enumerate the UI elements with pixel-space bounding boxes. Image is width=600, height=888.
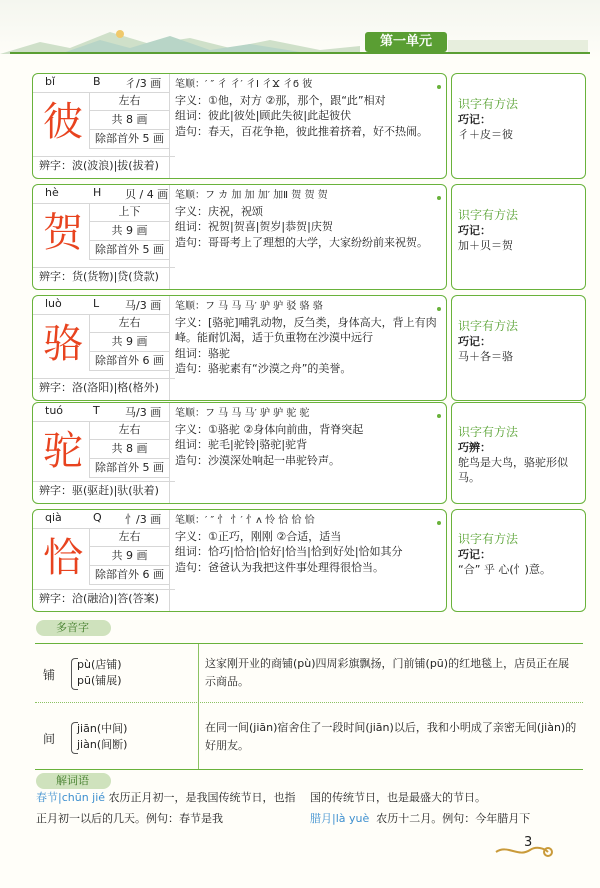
- pinyin: bǐ: [45, 75, 56, 88]
- distinguish-chars: 辨字：驱(驱赶)|驮(驮着): [33, 481, 175, 500]
- tip-title: 识字有方法: [458, 319, 519, 333]
- radical: 彳/3 画: [125, 77, 162, 90]
- entry-header-row: [33, 510, 169, 529]
- tip-text: 加＋贝＝贺: [458, 239, 513, 252]
- poly-sentence: 这家刚开业的商铺(pù)四周彩旗飘扬，门前铺(pū)的红地毯上，店员正在展示商品。: [205, 657, 570, 688]
- char-meaning: 字义：①他，对方 ②那，那个，跟“此”相对: [175, 93, 386, 107]
- entry-main-box: [32, 402, 447, 504]
- column-divider: [169, 74, 170, 178]
- column-divider: [169, 296, 170, 400]
- tip-label: 巧辨：: [458, 441, 491, 454]
- tip-label: 巧记：: [458, 548, 491, 561]
- entry-header-row: [33, 185, 169, 204]
- tip-text: “合” 乎 心(忄)意。: [458, 563, 551, 576]
- stroke-count: 共 9 画: [89, 222, 169, 241]
- tip-label: 巧记：: [458, 113, 491, 126]
- char-entry: [32, 184, 586, 288]
- char-meaning: 字义：[骆驼]哺乳动物，反刍类，身体高大，背上有肉峰。能耐饥渴，适于负重物在沙漠中远行: [175, 315, 437, 344]
- stroke-count: 共 9 画: [89, 547, 169, 566]
- structure: 左右: [89, 92, 169, 111]
- example-sentence: 造句：沙漠深处响起一串驼铃声。: [175, 453, 340, 467]
- pinyin: tuó: [45, 404, 64, 417]
- main-character: 恰: [43, 535, 83, 581]
- char-details: [175, 406, 441, 468]
- char-entry: [32, 73, 586, 177]
- connector-dot: [437, 85, 441, 89]
- distinguish-chars: 辨字：洛(洛阳)|格(格外): [33, 378, 175, 397]
- char-info-grid: [89, 92, 169, 149]
- entry-header-row: [33, 296, 169, 315]
- radical: 贝 / 4 画: [125, 188, 169, 201]
- other-strokes: 除部首外 6 画: [89, 566, 169, 585]
- stroke-count: 共 9 画: [89, 333, 169, 352]
- stroke-order: 笔顺：フ 马 马 马′ 驴 驴 驳 骆 骆: [175, 301, 323, 312]
- other-strokes: 除部首外 5 画: [89, 130, 169, 149]
- entry-header-row: [33, 403, 169, 422]
- tip-title: 识字有方法: [458, 425, 519, 439]
- poly-char: 间: [43, 732, 56, 746]
- pinyin: qià: [45, 511, 62, 524]
- unit-tab: 第一单元: [365, 32, 447, 52]
- structure: 上下: [89, 203, 169, 222]
- char-info-grid: [89, 314, 169, 371]
- tip-title: 识字有方法: [458, 208, 519, 222]
- tip-label: 巧记：: [458, 224, 491, 237]
- char-entry: [32, 509, 586, 610]
- stroke-order: 笔顺：′ ″ 忄 忄′ 忄ᴧ 怜 恰 恰 恰: [175, 515, 315, 526]
- example-sentence: 造句：爸爸认为我把这件事处理得很恰当。: [175, 560, 384, 574]
- stroke-order: 笔顺：′ ″ 彳 彳′ 彳Ⅰ 彳Ϫ 彳ϭ 彼: [175, 79, 313, 90]
- word-list: 组词：恰巧|恰恰|恰好|恰当|恰到好处|恰如其分: [175, 545, 403, 558]
- main-character: 驼: [43, 428, 83, 474]
- char-entry: [32, 402, 586, 502]
- header-stripe: [448, 40, 588, 52]
- distinguish-chars: 辨字：洽(融洽)|答(答案): [33, 589, 175, 608]
- connector-dot: [437, 196, 441, 200]
- radical: 马/3 画: [125, 299, 162, 312]
- char-info-grid: [89, 528, 169, 585]
- index-letter: Q: [93, 511, 102, 524]
- other-strokes: 除部首外 5 画: [89, 459, 169, 478]
- char-entry: [32, 295, 586, 399]
- poly-reading: jiān(中间) jiàn(间断): [77, 722, 128, 751]
- distinguish-chars: 辨字：波(波浪)|拔(拔着): [33, 156, 175, 175]
- index-letter: T: [93, 404, 100, 417]
- main-character: 贺: [43, 210, 83, 256]
- poly-sentence: 在同一间(jiān)宿舍住了一段时间(jiān)以后，我和小明成了亲密无间(jiàn)的好朋友。: [205, 721, 577, 752]
- char-info-grid: [89, 203, 169, 260]
- polyphone-heading: 多音字: [36, 620, 111, 636]
- stroke-order: 笔顺：フ 马 马 马′ 驴 驴 驼 驼: [175, 408, 310, 419]
- entry-main-box: [32, 184, 447, 290]
- char-details: [175, 77, 441, 139]
- stroke-count: 共 8 画: [89, 111, 169, 130]
- word-list: 组词：彼此|彼处|顾此失彼|此起彼伏: [175, 109, 352, 122]
- char-details: [175, 513, 441, 575]
- memory-tip-box: [451, 184, 586, 290]
- vocab-heading: 解词语: [36, 773, 111, 789]
- polyphone-row: [35, 644, 583, 703]
- polyphone-row: [35, 706, 583, 768]
- structure: 左右: [89, 421, 169, 440]
- memory-tip-box: [451, 295, 586, 401]
- tip-label: 巧记：: [458, 335, 491, 348]
- stroke-order: 笔顺：フ カ 加 加 加′ 加Ⅱ 贺 贺 贺: [175, 190, 328, 201]
- char-details: [175, 188, 441, 250]
- tip-title: 识字有方法: [458, 97, 519, 111]
- page-number: 3: [524, 835, 533, 850]
- tip-text: 彳＋皮＝彼: [458, 128, 513, 141]
- char-details: [175, 299, 441, 377]
- tip-text: 鸵鸟是大鸟，骆驼形似马。: [458, 456, 568, 484]
- entry-main-box: [32, 295, 447, 401]
- main-character: 骆: [43, 321, 83, 367]
- pinyin: hè: [45, 186, 59, 199]
- tip-text: 马＋各＝骆: [458, 350, 513, 363]
- connector-dot: [437, 414, 441, 418]
- distinguish-chars: 辨字：货(货物)|贷(贷款): [33, 267, 175, 286]
- column-divider: [169, 510, 170, 611]
- mountain-decoration: [0, 28, 360, 54]
- connector-dot: [437, 307, 441, 311]
- vocab-spring-festival: 春节|chūn jié 农历正月初一，是我国传统节日，也指正月初一以后的几天。例句：春节是我: [36, 791, 296, 825]
- char-meaning: 字义：①骆驼 ②身体向前曲，背脊突起: [175, 422, 364, 436]
- pinyin: luò: [45, 297, 62, 310]
- word-list: 组词：驼毛|驼铃|骆驼|驼背: [175, 438, 308, 451]
- char-meaning: 字义：庆祝，祝颂: [175, 204, 263, 218]
- tip-title: 识字有方法: [458, 532, 519, 546]
- structure: 左右: [89, 314, 169, 333]
- stroke-count: 共 8 画: [89, 440, 169, 459]
- word-list: 组词：骆驼: [175, 346, 230, 360]
- polyphone-table: [35, 643, 583, 770]
- radical: 马/3 画: [125, 406, 162, 419]
- char-info-grid: [89, 421, 169, 478]
- structure: 左右: [89, 528, 169, 547]
- char-meaning: 字义：①正巧，刚刚 ②合适，适当: [175, 529, 342, 543]
- index-letter: L: [93, 297, 100, 310]
- connector-dot: [437, 521, 441, 525]
- example-sentence: 造句：骆驼素有“沙漠之舟”的美誉。: [175, 362, 352, 375]
- other-strokes: 除部首外 5 画: [89, 241, 169, 260]
- word-list: 组词：祝贺|贺喜|贺岁|恭贺|庆贺: [175, 220, 333, 233]
- memory-tip-box: [451, 402, 586, 504]
- column-divider: [169, 403, 170, 503]
- vocab-continuation: 国的传统节日，也是最盛大的节日。 腊月|là yuè 农历十二月。例句：今年腊月下: [310, 791, 531, 825]
- entry-header-row: [33, 74, 169, 93]
- main-character: 彼: [43, 99, 83, 145]
- index-letter: H: [93, 186, 102, 199]
- memory-tip-box: [451, 509, 586, 612]
- example-sentence: 造句：春天，百花争艳，彼此推着挤着，好不热闹。: [175, 124, 428, 138]
- header-rule: [10, 52, 590, 54]
- radical: 忄/3 画: [125, 513, 162, 526]
- other-strokes: 除部首外 6 画: [89, 352, 169, 371]
- example-sentence: 造句：哥哥考上了理想的大学，大家纷纷前来祝贺。: [175, 235, 428, 249]
- poly-reading: pù(店铺) pū(铺展): [77, 658, 122, 687]
- index-letter: B: [93, 75, 101, 88]
- entry-main-box: [32, 73, 447, 179]
- poly-char: 铺: [43, 668, 56, 682]
- column-divider: [169, 185, 170, 289]
- memory-tip-box: [451, 73, 586, 179]
- entry-main-box: [32, 509, 447, 612]
